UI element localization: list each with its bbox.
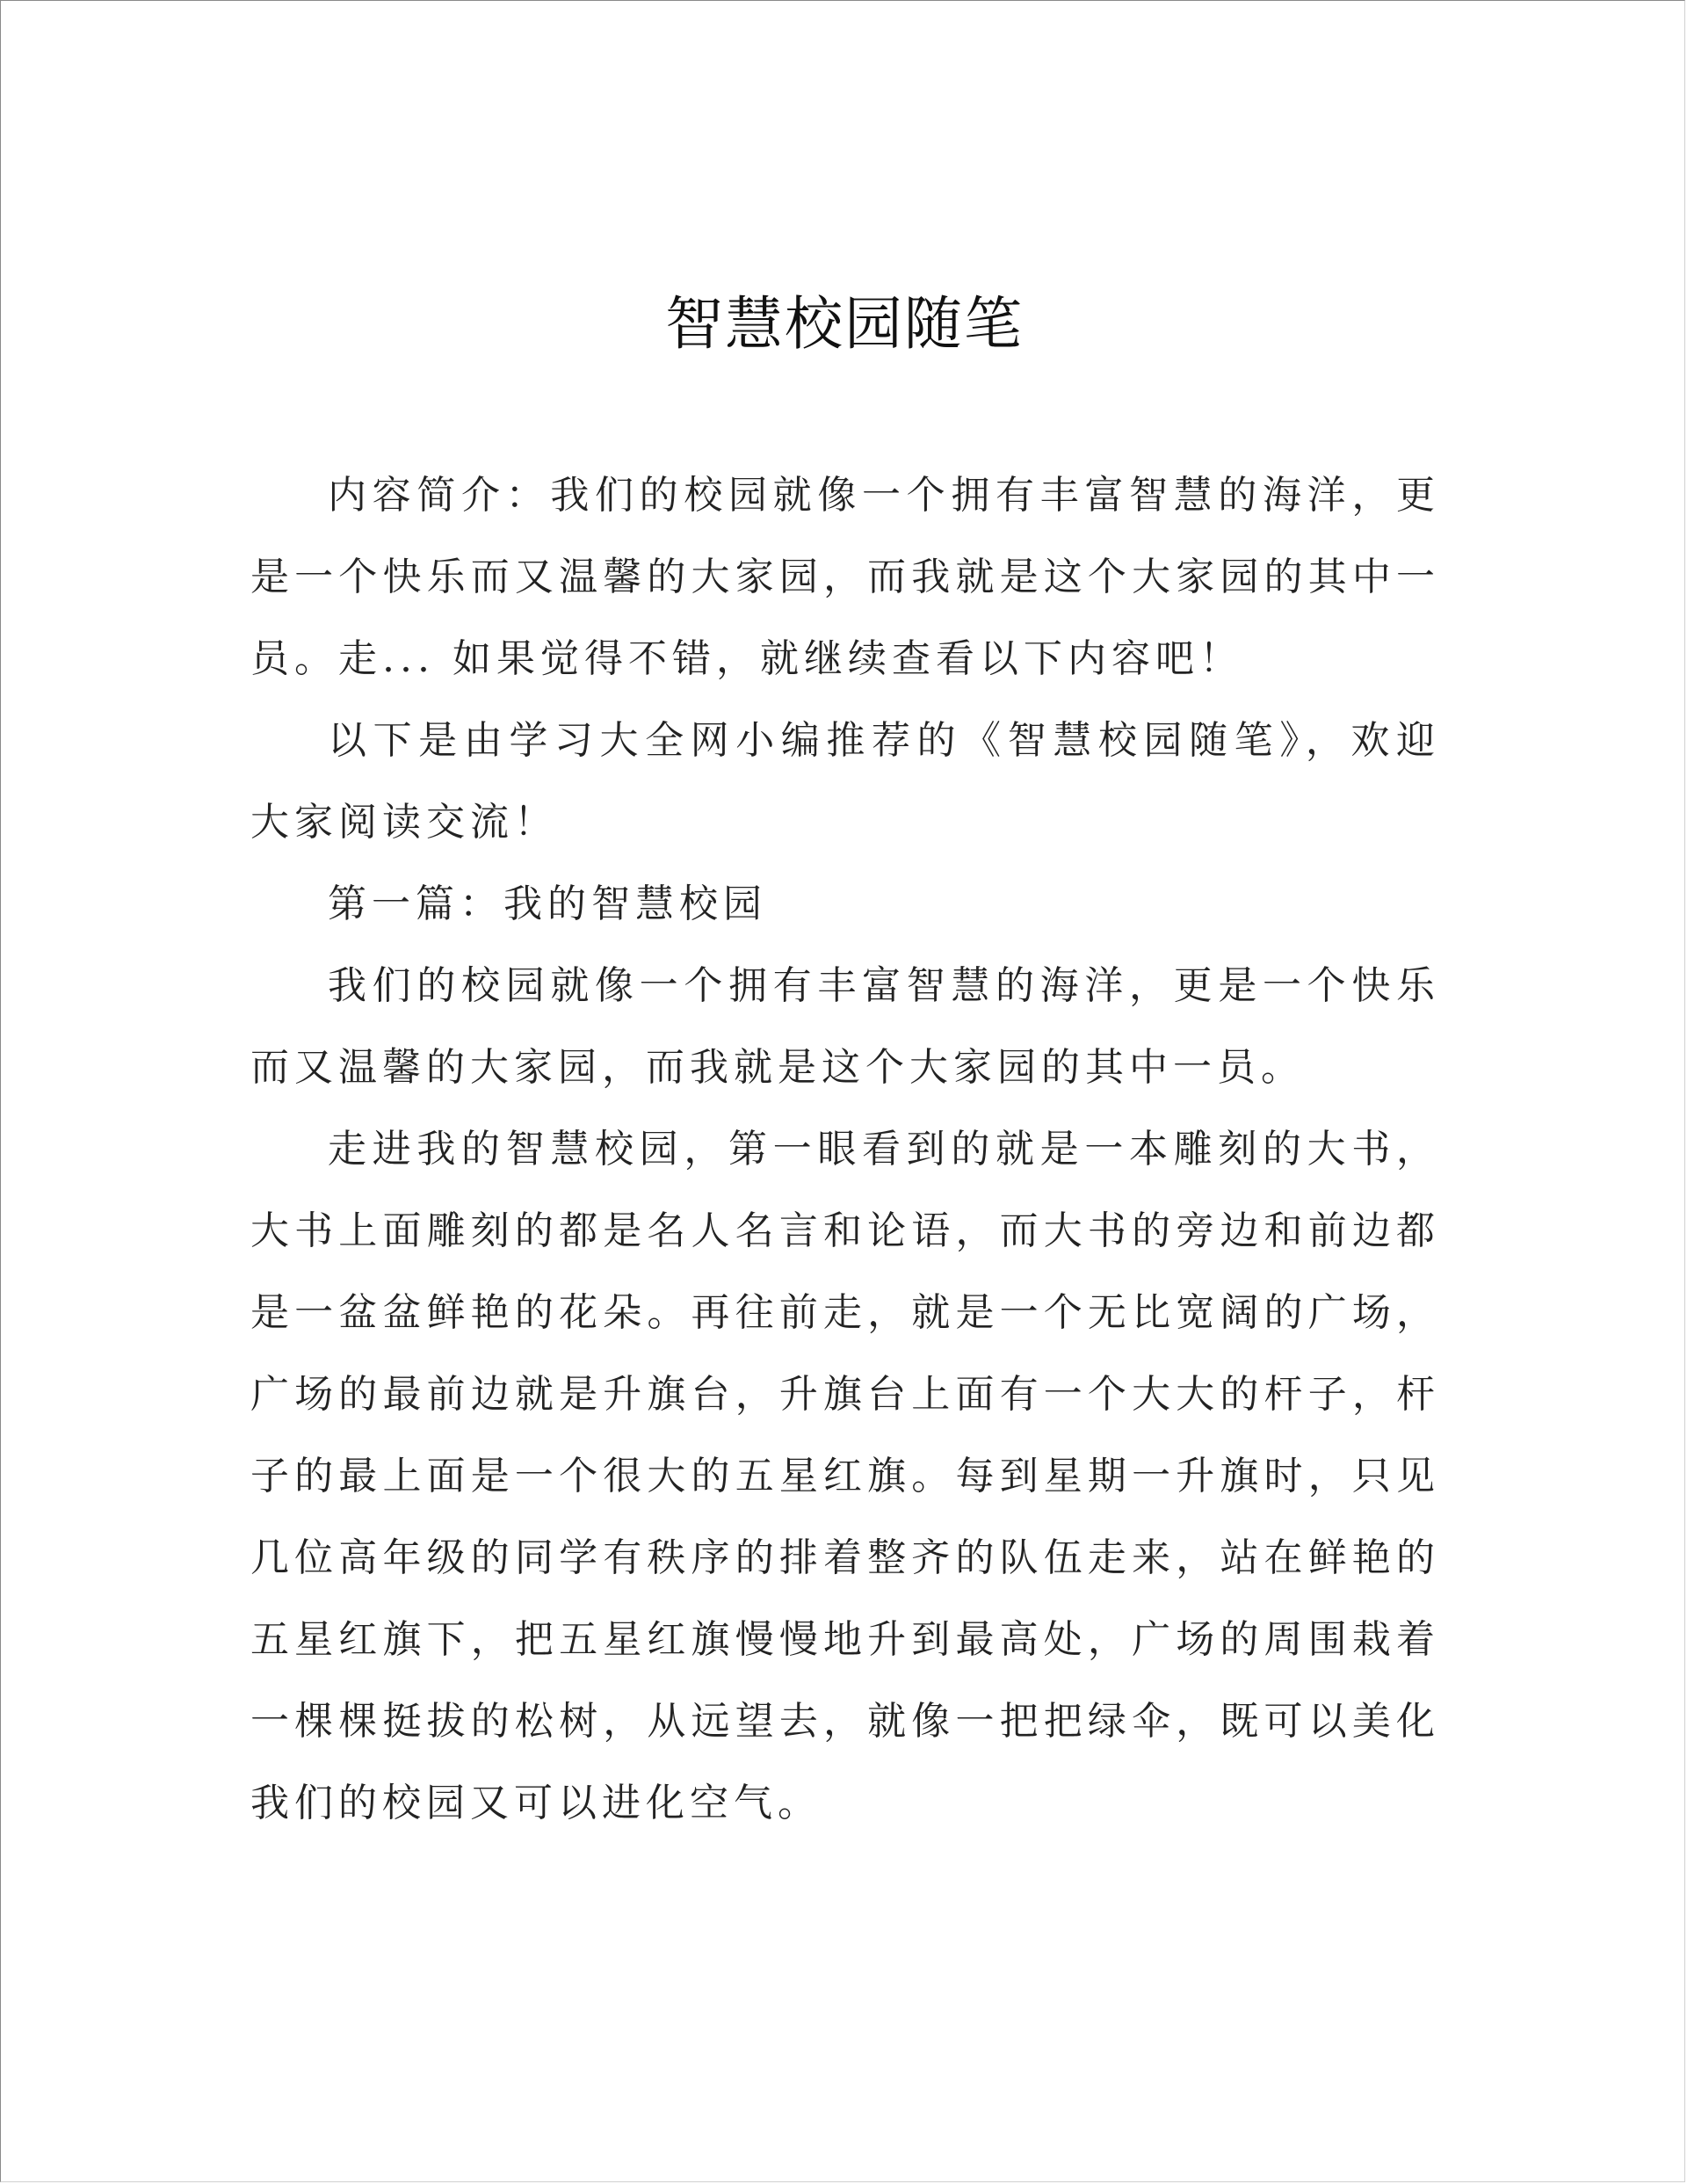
document-body [250, 454, 1440, 1844]
paragraph-campus-description: 走进我的智慧校园，第一眼看到的就是一本雕刻的大书，大书上面雕刻的都是名人名言和论语，而大书的旁边和前边都是一盆盆鲜艳的花朵。再往前走，就是一个无比宽阔的广场，广场的最前边就是升旗台，升旗台上面有一个大大的杆子，杆子的最上面是一个很大的五星红旗。每到星期一升旗时，只见几位高年级的同学有秩序的排着整齐的队伍走来，站在鲜艳的五星红旗下，把五星红旗慢慢地升到最高处，广场的周围栽着一棵棵挺拔的松树，从远望去，就像一把把绿伞，既可以美化我们的校园又可以进化空气。 [250, 1127, 1440, 1825]
paragraph-intro: 我们的校园就像一个拥有丰富智慧的海洋，更是一个快乐而又温馨的大家园，而我就是这个大家园的其中一员。 [250, 963, 1440, 1090]
paragraph-summary: 内容简介：我们的校园就像一个拥有丰富智慧的海洋，更是一个快乐而又温馨的大家园，而我就是这个大家园的其中一员。走... 如果觉得不错，就继续查看以下内容吧！ [250, 473, 1440, 681]
paragraph-recommendation: 以下是由学习大全网小编推荐的《智慧校园随笔》，欢迎大家阅读交流！ [250, 718, 1440, 845]
section-heading-first: 第一篇：我的智慧校园 [328, 882, 767, 926]
document-title: 智慧校园随笔 [665, 290, 1024, 358]
